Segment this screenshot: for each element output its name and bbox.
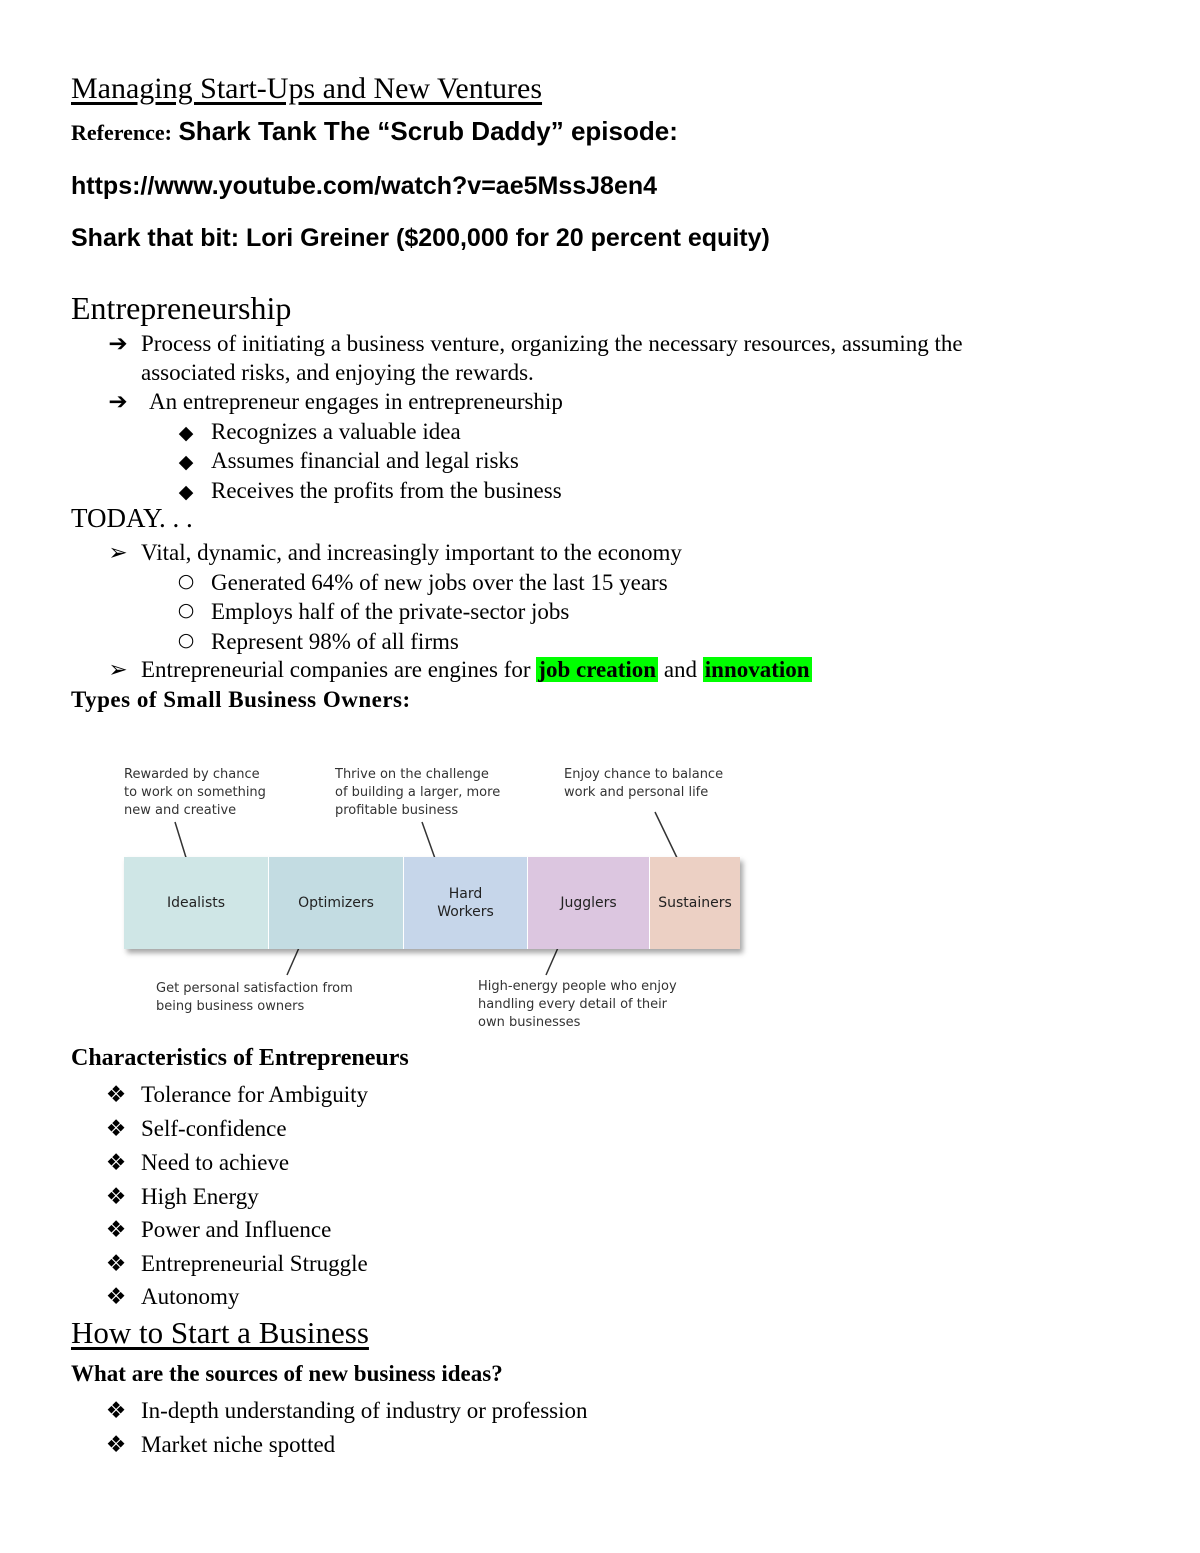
characteristics-heading: Characteristics of Entrepreneurs xyxy=(71,1045,409,1071)
list-item: In-depth understanding of industry or profession xyxy=(141,1398,588,1423)
list-item: Tolerance for Ambiguity xyxy=(141,1082,369,1107)
circle-bullet-icon: ○ xyxy=(177,570,195,592)
list-item: Need to achieve xyxy=(141,1150,290,1175)
diamond-bullet-icon: ◆ xyxy=(178,451,194,473)
owner-types-strip xyxy=(124,857,740,949)
star-bullet-icon: ❖ xyxy=(105,1184,127,1210)
definition-line-1: Process of initiating a business venture, organizing the necessary resources, assuming the xyxy=(141,331,963,356)
arrow-bullet-icon: ➔ xyxy=(108,389,128,415)
list-item: Market niche spotted xyxy=(141,1432,336,1457)
star-bullet-icon: ❖ xyxy=(105,1251,127,1277)
list-item: Self-confidence xyxy=(141,1116,287,1141)
circle-bullet-icon: ○ xyxy=(177,599,195,621)
diamond-bullet-icon: ◆ xyxy=(178,481,194,503)
note-idealists: Rewarded by chance to work on something new and creative xyxy=(124,767,266,818)
star-bullet-icon: ❖ xyxy=(105,1082,127,1108)
engines-text: Entrepreneurial companies are engines for xyxy=(141,657,531,682)
segment-optimizers: Optimizers xyxy=(269,857,404,949)
episode-url: https://www.youtube.com/watch?v=ae5MssJ8en4 xyxy=(71,172,658,200)
note-optimizers: Get personal satisfaction from being business owners xyxy=(156,981,353,1014)
star-bullet-icon: ❖ xyxy=(105,1432,127,1458)
list-item: Generated 64% of new jobs over the last 15 years xyxy=(211,570,668,595)
definition-line-2: associated risks, and enjoying the rewards. xyxy=(141,360,534,385)
note-sustainers: Enjoy chance to balance work and personal life xyxy=(564,767,724,800)
segment-idealists: Idealists xyxy=(124,857,269,949)
star-bullet-icon: ❖ xyxy=(105,1150,127,1176)
reference-text: Shark Tank The “Scrub Daddy” episode: xyxy=(178,116,678,146)
today-heading: TODAY. . . xyxy=(71,503,193,533)
star-bullet-icon: ❖ xyxy=(105,1116,127,1142)
list-item: Recognizes a valuable idea xyxy=(211,419,461,444)
chevron-bullet-icon: ➢ xyxy=(108,540,128,566)
list-item: Power and Influence xyxy=(141,1217,332,1242)
arrow-bullet-icon: ➔ xyxy=(108,331,128,357)
entrepreneurship-heading: Entrepreneurship xyxy=(71,290,292,326)
star-bullet-icon: ❖ xyxy=(105,1284,127,1310)
segment-jugglers: Jugglers xyxy=(528,857,650,949)
circle-bullet-icon: ○ xyxy=(177,629,195,651)
types-heading: Types of Small Business Owners: xyxy=(71,687,411,712)
segment-hard-workers: Hard Workers xyxy=(404,857,528,949)
and-text: and xyxy=(663,657,698,682)
list-item: Entrepreneurial Struggle xyxy=(141,1251,368,1276)
today-point-2 xyxy=(141,657,812,683)
list-item: Assumes financial and legal risks xyxy=(211,448,519,473)
shark-line: Shark that bit: Lori Greiner ($200,000 for 20 percent equity) xyxy=(71,224,770,252)
highlight-innovation: innovation xyxy=(704,657,810,682)
note-jugglers: High-energy people who enjoy handling every detail of their own businesses xyxy=(478,979,677,1030)
page-title: Managing Start-Ups and New Ventures xyxy=(71,72,543,105)
list-item: Employs half of the private-sector jobs xyxy=(211,599,570,624)
owner-types-diagram xyxy=(120,760,760,1040)
sources-question: What are the sources of new business ideas? xyxy=(71,1361,503,1386)
diamond-bullet-icon: ◆ xyxy=(178,422,194,444)
star-bullet-icon: ❖ xyxy=(105,1217,127,1243)
list-item: Receives the profits from the business xyxy=(211,478,562,503)
note-hard-workers: Thrive on the challenge of building a larger, more profitable business xyxy=(335,767,501,818)
reference-label: Reference: xyxy=(71,120,172,145)
segment-sustainers: Sustainers xyxy=(650,857,740,949)
entrepreneur-point: An entrepreneur engages in entrepreneurship xyxy=(149,389,563,414)
list-item: High Energy xyxy=(141,1184,259,1209)
star-bullet-icon: ❖ xyxy=(105,1398,127,1424)
list-item: Represent 98% of all firms xyxy=(211,629,459,654)
highlight-job-creation: job creation xyxy=(538,657,657,682)
list-item: Autonomy xyxy=(141,1284,240,1309)
chevron-bullet-icon: ➢ xyxy=(108,657,128,683)
how-to-start-heading: How to Start a Business xyxy=(71,1315,369,1350)
today-point-1: Vital, dynamic, and increasingly important to the economy xyxy=(141,540,682,565)
reference-line xyxy=(71,116,678,147)
